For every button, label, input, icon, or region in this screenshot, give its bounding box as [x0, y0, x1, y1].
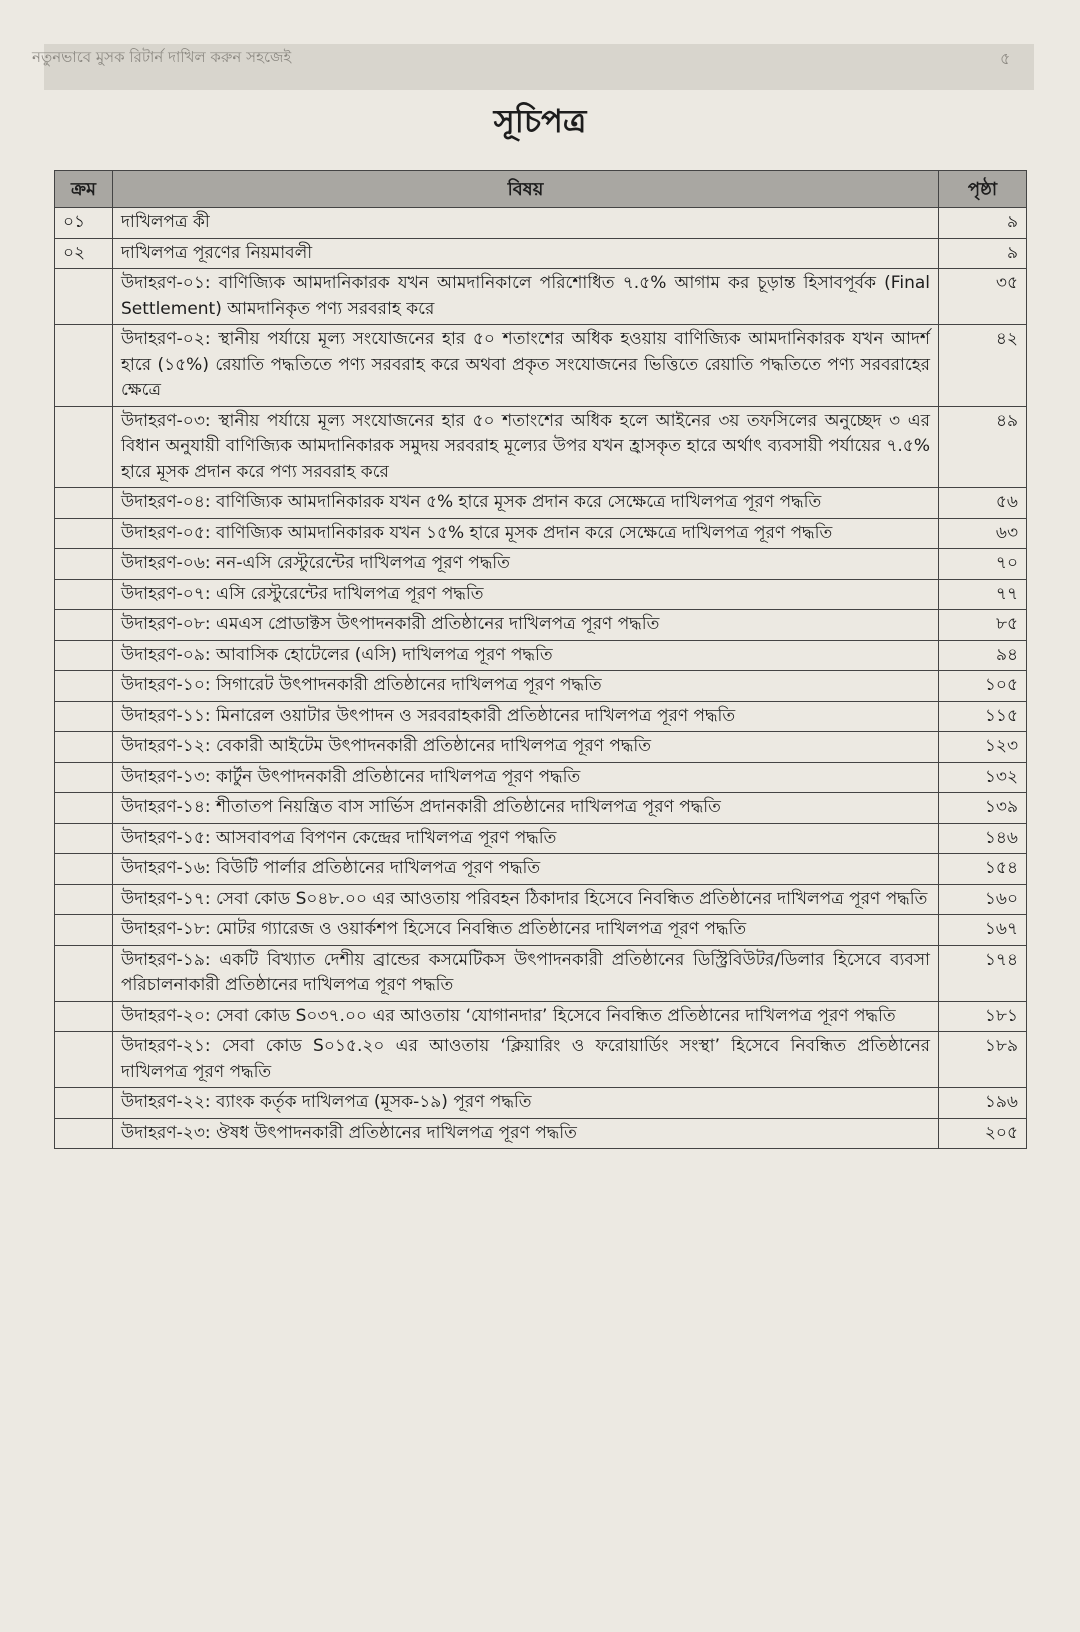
row-serial — [55, 1032, 113, 1088]
row-page: ২০৫ — [939, 1118, 1027, 1149]
row-subject: উদাহরণ-০৮: এমএস প্রোডাক্টস উৎপাদনকারী প্রতিষ্ঠানের দাখিলপত্র পূরণ পদ্ধতি — [113, 610, 939, 641]
row-serial — [55, 671, 113, 702]
row-page: ১১৫ — [939, 701, 1027, 732]
table-row — [55, 549, 1027, 580]
table-row — [55, 1118, 1027, 1149]
column-header-page: পৃষ্ঠা — [939, 171, 1027, 208]
row-serial — [55, 640, 113, 671]
row-subject: উদাহরণ-০৫: বাণিজ্যিক আমদানিকারক যখন ১৫% হারে মূসক প্রদান করে সেক্ষেত্রে দাখিলপত্র পূরণ পদ্ধতি — [113, 518, 939, 549]
row-page: ১৮৯ — [939, 1032, 1027, 1088]
row-serial — [55, 1088, 113, 1119]
row-page: ৫৬ — [939, 488, 1027, 519]
table-row — [55, 701, 1027, 732]
row-page: ৪২ — [939, 325, 1027, 407]
row-subject: উদাহরণ-০২: স্থানীয় পর্যায়ে মূল্য সংযোজনের হার ৫০ শতাংশের অধিক হওয়ায় বাণিজ্যিক আমদানিকারক যখন আদর্শ হারে (১৫%) রেয়াতি পদ্ধতিতে পণ্য সরবরাহ করে অথবা প্রকৃত সংযোজনের ভিত্তিতে রেয়াতি পদ্ধতিতে পণ্য সরবরাহের ক্ষেত্রে — [113, 325, 939, 407]
row-serial: ০১ — [55, 208, 113, 239]
row-serial — [55, 732, 113, 763]
row-subject: দাখিলপত্র কী — [113, 208, 939, 239]
row-subject: উদাহরণ-০৪: বাণিজ্যিক আমদানিকারক যখন ৫% হারে মূসক প্রদান করে সেক্ষেত্রে দাখিলপত্র পূরণ পদ্ধতি — [113, 488, 939, 519]
table-row — [55, 610, 1027, 641]
row-page: ৪৯ — [939, 406, 1027, 488]
row-subject: উদাহরণ-১৬: বিউটি পার্লার প্রতিষ্ঠানের দাখিলপত্র পূরণ পদ্ধতি — [113, 854, 939, 885]
table-row — [55, 854, 1027, 885]
row-subject: উদাহরণ-১৩: কার্টুন উৎপাদনকারী প্রতিষ্ঠানের দাখিলপত্র পূরণ পদ্ধতি — [113, 762, 939, 793]
table-row — [55, 823, 1027, 854]
row-serial — [55, 1118, 113, 1149]
row-subject: উদাহরণ-১৮: মোটর গ্যারেজ ও ওয়ার্কশপ হিসেবে নিবন্ধিত প্রতিষ্ঠানের দাখিলপত্র পূরণ পদ্ধতি — [113, 915, 939, 946]
row-subject: উদাহরণ-১৪: শীতাতপ নিয়ন্ত্রিত বাস সার্ভিস প্রদানকারী প্রতিষ্ঠানের দাখিলপত্র পূরণ পদ্ধতি — [113, 793, 939, 824]
row-page: ৯ — [939, 238, 1027, 269]
row-page: ১৩২ — [939, 762, 1027, 793]
column-header-serial: ক্রম — [55, 171, 113, 208]
row-serial — [55, 325, 113, 407]
row-page: ১৬০ — [939, 884, 1027, 915]
row-subject: উদাহরণ-০৬: নন-এসি রেস্টুরেন্টের দাখিলপত্র পূরণ পদ্ধতি — [113, 549, 939, 580]
row-page: ৭০ — [939, 549, 1027, 580]
row-serial — [55, 406, 113, 488]
row-subject: উদাহরণ-২২: ব্যাংক কর্তৃক দাখিলপত্র (মূসক-১৯) পূরণ পদ্ধতি — [113, 1088, 939, 1119]
row-serial — [55, 823, 113, 854]
row-page: ১৩৯ — [939, 793, 1027, 824]
table-row — [55, 269, 1027, 325]
row-serial — [55, 884, 113, 915]
row-subject: উদাহরণ-১২: বেকারী আইটেম উৎপাদনকারী প্রতিষ্ঠানের দাখিলপত্র পূরণ পদ্ধতি — [113, 732, 939, 763]
table-row — [55, 762, 1027, 793]
row-serial — [55, 1001, 113, 1032]
table-row — [55, 325, 1027, 407]
table-row — [55, 884, 1027, 915]
table-row — [55, 208, 1027, 239]
row-subject: উদাহরণ-২০: সেবা কোড S০৩৭.০০ এর আওতায় ‘যোগানদার’ হিসেবে নিবন্ধিত প্রতিষ্ঠানের দাখিলপত্র পূরণ পদ্ধতি — [113, 1001, 939, 1032]
row-serial — [55, 701, 113, 732]
table-row — [55, 945, 1027, 1001]
table-row — [55, 671, 1027, 702]
row-page: ১২৩ — [939, 732, 1027, 763]
row-page: ৬৩ — [939, 518, 1027, 549]
row-subject: উদাহরণ-১৫: আসবাবপত্র বিপণন কেন্দ্রের দাখিলপত্র পূরণ পদ্ধতি — [113, 823, 939, 854]
table-row — [55, 1088, 1027, 1119]
row-subject: উদাহরণ-০৩: স্থানীয় পর্যায়ে মূল্য সংযোজনের হার ৫০ শতাংশের অধিক হলে আইনের ৩য় তফসিলের অনুচ্ছেদ ৩ এর বিধান অনুযায়ী বাণিজ্যিক আমদানিকারক সমুদয় সরবরাহ মূল্যের উপর যখন হ্রাসকৃত হারে অর্থাৎ ব্যবসায়ী পর্যায়ের ৭.৫% হারে মূসক প্রদান করে পণ্য সরবরাহ করে — [113, 406, 939, 488]
row-page: ৩৫ — [939, 269, 1027, 325]
row-page: ১৫৪ — [939, 854, 1027, 885]
row-subject: দাখিলপত্র পূরণের নিয়মাবলী — [113, 238, 939, 269]
row-subject: উদাহরণ-০৭: এসি রেস্টুরেন্টের দাখিলপত্র পূরণ পদ্ধতি — [113, 579, 939, 610]
row-subject: উদাহরণ-১০: সিগারেট উৎপাদনকারী প্রতিষ্ঠানের দাখিলপত্র পূরণ পদ্ধতি — [113, 671, 939, 702]
row-subject: উদাহরণ-০৯: আবাসিক হোটেলের (এসি) দাখিলপত্র পূরণ পদ্ধতি — [113, 640, 939, 671]
row-subject: উদাহরণ-১১: মিনারেল ওয়াটার উৎপাদন ও সরবরাহকারী প্রতিষ্ঠানের দাখিলপত্র পূরণ পদ্ধতি — [113, 701, 939, 732]
row-serial — [55, 488, 113, 519]
row-serial — [55, 549, 113, 580]
row-subject: উদাহরণ-২৩: ঔষধ উৎপাদনকারী প্রতিষ্ঠানের দাখিলপত্র পূরণ পদ্ধতি — [113, 1118, 939, 1149]
row-page: ৭৭ — [939, 579, 1027, 610]
row-serial — [55, 579, 113, 610]
row-page: ১৭৪ — [939, 945, 1027, 1001]
contents-table — [54, 170, 1027, 1149]
table-row — [55, 793, 1027, 824]
row-page: ১০৫ — [939, 671, 1027, 702]
row-subject: উদাহরণ-১৭: সেবা কোড S০৪৮.০০ এর আওতায় পরিবহন ঠিকাদার হিসেবে নিবন্ধিত প্রতিষ্ঠানের দাখিলপত্র পূরণ পদ্ধতি — [113, 884, 939, 915]
page-number: ৫ — [1000, 49, 1011, 68]
row-page: ১৮১ — [939, 1001, 1027, 1032]
table-row — [55, 238, 1027, 269]
row-serial — [55, 762, 113, 793]
table-row — [55, 640, 1027, 671]
row-serial — [55, 610, 113, 641]
row-page: ৮৫ — [939, 610, 1027, 641]
row-serial — [55, 945, 113, 1001]
row-serial — [55, 518, 113, 549]
table-row — [55, 915, 1027, 946]
table-row — [55, 518, 1027, 549]
table-row — [55, 1001, 1027, 1032]
row-serial — [55, 793, 113, 824]
table-row — [55, 406, 1027, 488]
table-row — [55, 1032, 1027, 1088]
row-page: ১৬৭ — [939, 915, 1027, 946]
column-header-subject: বিষয় — [113, 171, 939, 208]
row-page: ১৪৬ — [939, 823, 1027, 854]
running-head: নতুনভাবে মুসক রিটার্ন দাখিল করুন সহজেই — [32, 48, 292, 66]
row-page: ১৯৬ — [939, 1088, 1027, 1119]
row-subject: উদাহরণ-০১: বাণিজ্যিক আমদানিকারক যখন আমদানিকালে পরিশোধিত ৭.৫% আগাম কর চূড়ান্ত হিসাবপূর্বক (Final Settlement) আমদানিকৃত পণ্য সরবরাহ করে — [113, 269, 939, 325]
row-subject: উদাহরণ-২১: সেবা কোড S০১৫.২০ এর আওতায় ‘ক্লিয়ারিং ও ফরোয়ার্ডিং সংস্থা’ হিসেবে নিবন্ধিত প্রতিষ্ঠানের দাখিলপত্র পূরণ পদ্ধতি — [113, 1032, 939, 1088]
row-serial — [55, 854, 113, 885]
row-serial — [55, 915, 113, 946]
row-serial — [55, 269, 113, 325]
row-serial: ০২ — [55, 238, 113, 269]
table-row — [55, 732, 1027, 763]
row-page: ৯৪ — [939, 640, 1027, 671]
table-row — [55, 488, 1027, 519]
row-subject: উদাহরণ-১৯: একটি বিখ্যাত দেশীয় ব্রান্ডের কসমেটিকস উৎপাদনকারী প্রতিষ্ঠানের ডিস্ট্রিবিউটর/ডিলার হিসেবে ব্যবসা পরিচালনাকারী প্রতিষ্ঠানের দাখিলপত্র পূরণ পদ্ধতি — [113, 945, 939, 1001]
table-header-row — [55, 171, 1027, 208]
table-row — [55, 579, 1027, 610]
page-title: সূচিপত্র — [493, 102, 587, 140]
table-body — [55, 208, 1027, 1149]
row-page: ৯ — [939, 208, 1027, 239]
